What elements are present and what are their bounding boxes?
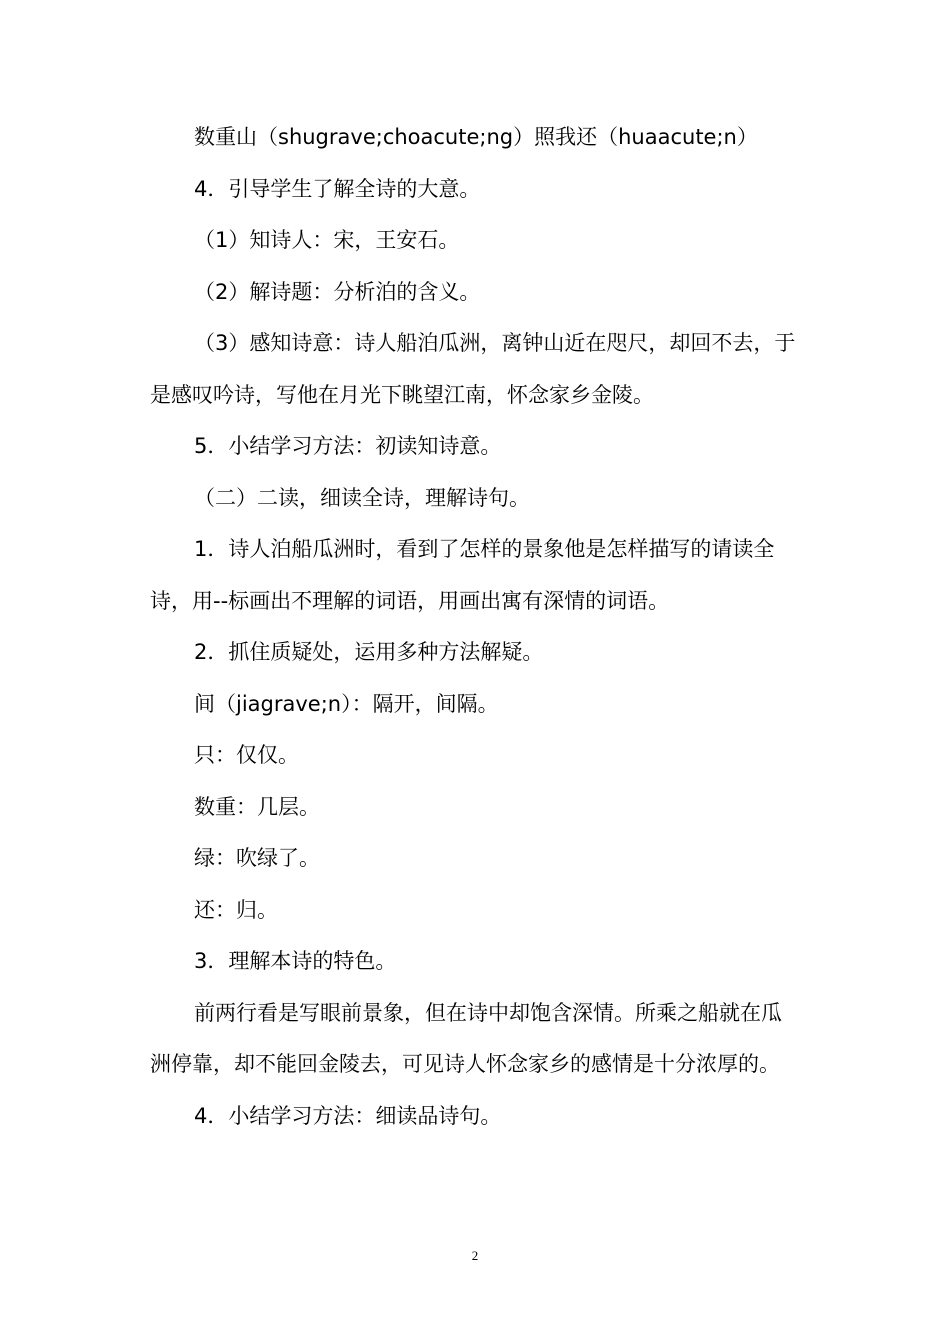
paragraph: （1）知诗人：宋，王安石。 (194, 228, 460, 252)
document-body (150, 112, 800, 1142)
paragraph: （二）二读，细读全诗，理解诗句。 (194, 485, 530, 510)
paragraph: （2）解诗题：分析泊的含义。 (194, 279, 481, 304)
paragraph: 3．理解本诗的特色。 (194, 949, 397, 973)
paragraph: 间（jiagrave;n）：隔开，间隔。 (194, 691, 499, 716)
paragraph: 数重：几层。 (194, 794, 320, 819)
paragraph: 数重山（shugrave;choacute;ng）照我还（huaacute;n） (194, 125, 758, 149)
paragraph: 还：归。 (194, 897, 278, 922)
paragraph: 4．小结学习方法：细读品诗句。 (194, 1103, 502, 1128)
paragraph: 5．小结学习方法：初读知诗意。 (194, 434, 502, 458)
paragraph: 绿：吹绿了。 (194, 846, 320, 870)
paragraph: 前两行看是写眼前景象，但在诗中却饱含深情。所乘之船就在瓜洲停靠，却不能回金陵去，可见诗人怀念家乡的感情是十分浓厚的。 (150, 1000, 782, 1076)
paragraph: 只：仅仅。 (194, 743, 299, 767)
page-number: 2 (471, 1248, 479, 1263)
paragraph: 2．抓住质疑处，运用多种方法解疑。 (194, 640, 544, 664)
paragraph: （3）感知诗意：诗人船泊瓜洲，离钟山近在咫尺，却回不去，于是感叹吟诗，写他在月光下眺望江南，怀念家乡金陵。 (150, 331, 796, 407)
paragraph: 4．引导学生了解全诗的大意。 (194, 176, 481, 201)
paragraph: 1．诗人泊船瓜洲时，看到了怎样的景象他是怎样描写的请读全诗，用--标画出不理解的词语，用画出寓有深情的词语。 (150, 537, 775, 613)
